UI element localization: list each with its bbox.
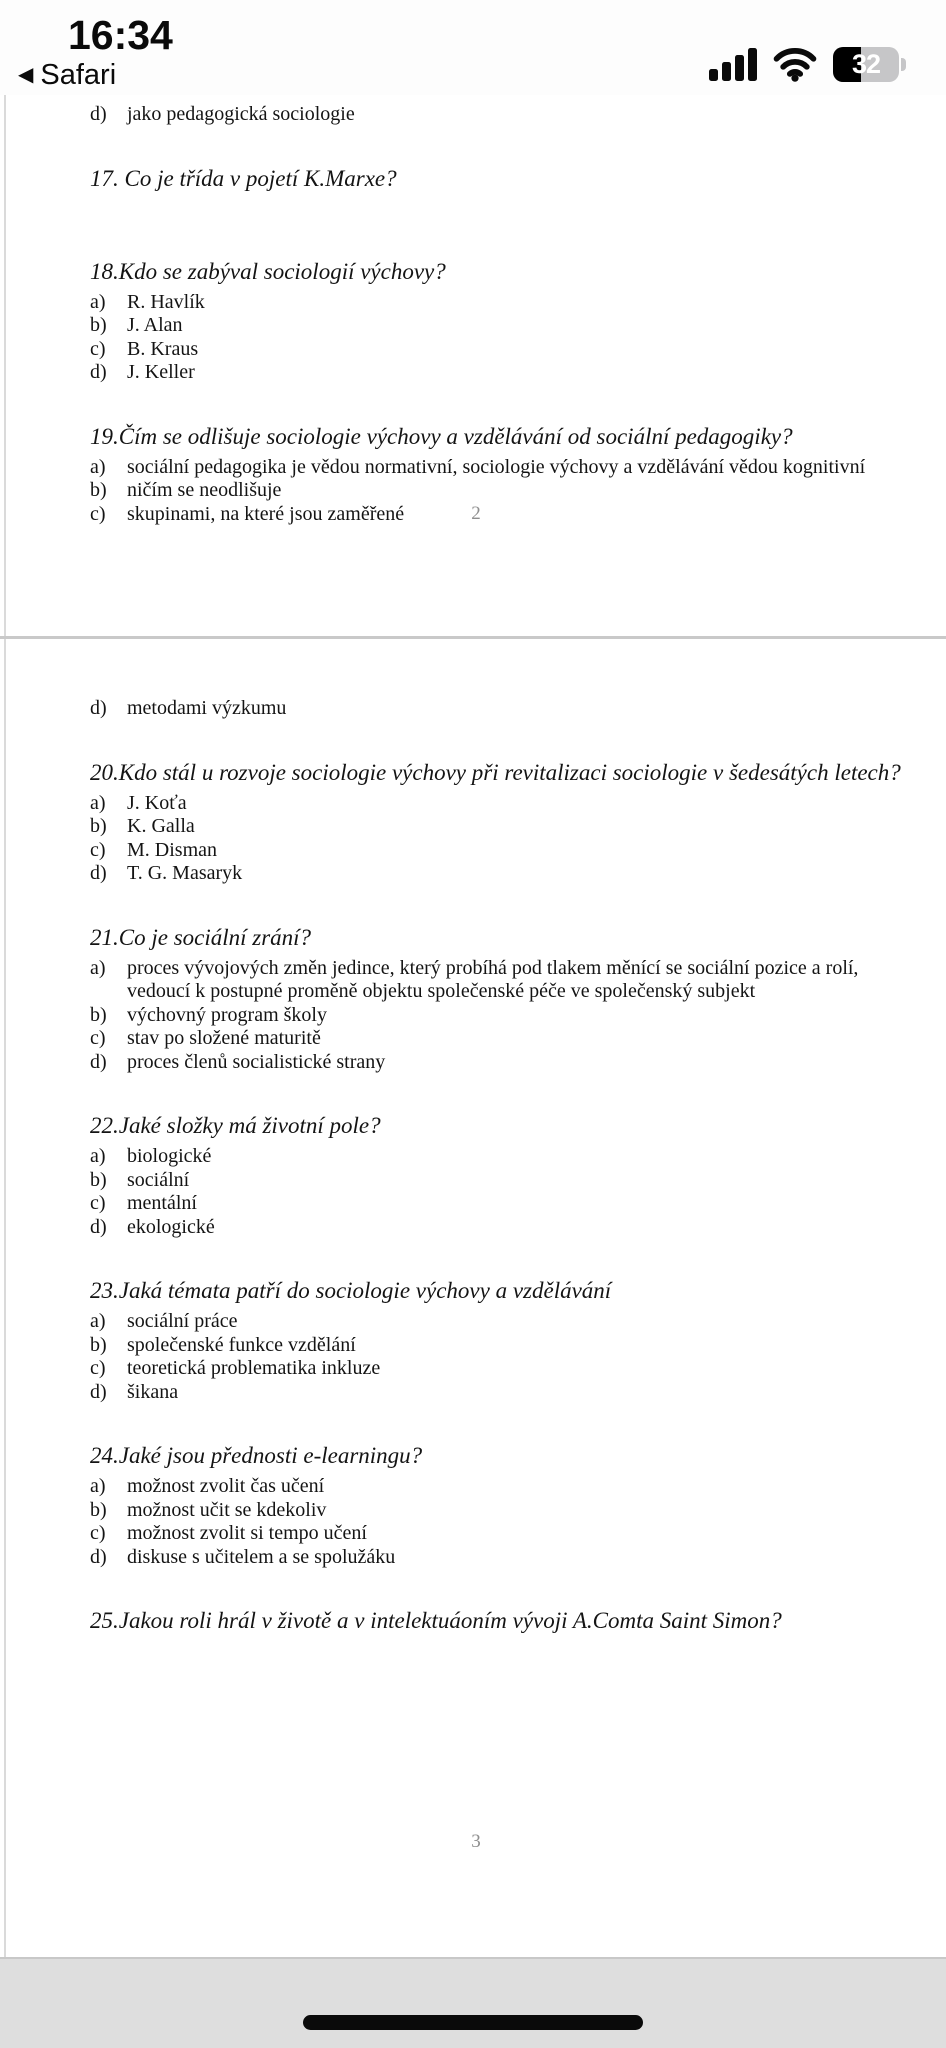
option-letter: b)	[90, 1168, 107, 1191]
option-letter: a)	[90, 791, 106, 814]
option-text: proces vývojových změn jedince, který probíhá pod tlakem měnící se sociální pozice a rolí, vedoucí k postupné proměně objektu společenské péče ve společenský subjekt	[127, 956, 859, 1002]
option-text: sociální	[127, 1168, 190, 1191]
option-row	[90, 1004, 908, 1028]
option-row	[90, 1310, 908, 1334]
option-row	[90, 314, 908, 338]
option-letter: a)	[90, 455, 106, 478]
status-time: 16:34	[68, 12, 173, 58]
option-letter: c)	[90, 1357, 106, 1379]
option-letter: c)	[90, 502, 106, 525]
option-text: možnost zvolit čas učení	[127, 1475, 325, 1497]
option-text: jako pedagogická sociologie	[127, 103, 355, 125]
option-letter: c)	[90, 1027, 106, 1049]
option-row	[90, 839, 908, 863]
question-text: 24.Jaké jsou přednosti e-learningu?	[90, 1443, 423, 1468]
option-letter: d)	[90, 1050, 107, 1073]
question-text: 20.Kdo stál u rozvoje sociologie výchovy při revitalizaci sociologie v šedesátých letech?	[90, 759, 901, 785]
back-triangle-icon: ◀	[18, 64, 34, 86]
option-letter: c)	[90, 1192, 106, 1214]
option-letter: a)	[90, 1475, 106, 1497]
status-bar	[0, 0, 946, 95]
battery-icon	[833, 47, 906, 82]
wifi-icon	[772, 46, 818, 82]
option-text: M. Disman	[127, 838, 217, 861]
option-text: B. Kraus	[127, 337, 199, 360]
option-letter: d)	[90, 1380, 107, 1403]
page-number: 3	[471, 1831, 481, 1852]
option-text: T. G. Masaryk	[127, 862, 243, 884]
option-text: možnost učit se kdekoliv	[127, 1498, 327, 1521]
option-text: mentální	[127, 1192, 197, 1214]
option-row	[90, 1546, 908, 1570]
option-row	[90, 1522, 908, 1546]
option-text: sociální práce	[127, 1310, 238, 1332]
option-row	[90, 1051, 908, 1075]
question-text: 25.Jakou roli hrál v životě a v intelektuáoním vývoji A.Comta Saint Simon?	[90, 1608, 782, 1633]
question-text: 19.Čím se odlišuje sociologie výchovy a vzdělávání od sociální pedagogiky?	[90, 423, 793, 449]
battery-nub	[901, 58, 906, 71]
option-letter: b)	[90, 815, 107, 837]
option-row	[90, 1145, 908, 1169]
option-text: výchovný program školy	[127, 1003, 327, 1026]
option-row	[90, 1334, 908, 1358]
option-text: J. Alan	[127, 314, 183, 336]
option-letter: b)	[90, 479, 107, 501]
question-text: 21.Co je sociální zrání?	[90, 924, 312, 950]
option-text: možnost zvolit si tempo učení	[127, 1522, 367, 1544]
document-page-3[interactable]	[4, 639, 946, 1957]
option-text: skupinami, na které jsou zaměřené	[127, 502, 405, 525]
option-row	[90, 1499, 908, 1523]
option-row	[90, 1027, 908, 1051]
option-text: stav po složené maturitě	[127, 1027, 321, 1049]
option-letter: b)	[90, 1333, 107, 1356]
option-row	[90, 815, 908, 839]
option-row	[90, 1192, 908, 1216]
question-text: 17. Co je třída v pojetí K.Marxe?	[90, 165, 397, 191]
option-row	[90, 361, 908, 385]
option-row	[90, 456, 908, 480]
option-text: sociální pedagogika je vědou normativní, sociologie výchovy a vzdělávání vědou kognitivní	[127, 455, 866, 478]
option-row	[90, 1169, 908, 1193]
option-text: teoretická problematika inkluze	[127, 1357, 381, 1379]
back-app-label: Safari	[40, 59, 117, 91]
option-row	[90, 1357, 908, 1381]
option-row	[90, 792, 908, 816]
document-page-2[interactable]	[4, 95, 946, 636]
option-letter: d)	[90, 1545, 107, 1568]
question-text: 23.Jaká témata patří do sociologie výchovy a vzdělávání	[90, 1278, 612, 1303]
option-letter: d)	[90, 862, 107, 884]
option-row	[90, 103, 908, 127]
option-text: společenské funkce vzdělání	[127, 1333, 356, 1356]
option-text: diskuse s učitelem a se spolužáku	[127, 1545, 396, 1568]
option-letter: d)	[90, 361, 107, 383]
page-number: 2	[471, 503, 481, 524]
option-text: J. Keller	[127, 361, 195, 383]
page-2-content	[6, 95, 946, 526]
option-letter: a)	[90, 290, 106, 313]
question-text: 18.Kdo se zabýval sociologií výchovy?	[90, 258, 446, 284]
option-letter: b)	[90, 1003, 107, 1026]
option-row	[90, 338, 908, 362]
status-icons	[709, 46, 906, 82]
option-row	[90, 1216, 908, 1240]
option-text: J. Koťa	[127, 791, 187, 814]
option-letter: c)	[90, 838, 106, 861]
option-text: šikana	[127, 1380, 179, 1403]
option-letter: d)	[90, 697, 107, 719]
option-text: biologické	[127, 1145, 212, 1167]
cellular-signal-icon	[709, 47, 757, 81]
bottom-bar	[0, 1957, 946, 2048]
battery-percent: 32	[851, 48, 881, 79]
option-row	[90, 862, 908, 886]
option-text: K. Galla	[127, 815, 195, 837]
option-letter: a)	[90, 1310, 106, 1332]
option-text: metodami výzkumu	[127, 697, 287, 719]
option-letter: a)	[90, 956, 106, 979]
option-text: R. Havlík	[127, 290, 205, 313]
option-letter: c)	[90, 337, 106, 360]
page-3-content	[6, 639, 946, 1636]
option-letter: b)	[90, 314, 107, 336]
option-row	[90, 1381, 908, 1405]
option-letter: b)	[90, 1498, 107, 1521]
back-to-safari-button[interactable]	[18, 59, 116, 92]
option-row	[90, 479, 908, 503]
option-letter: a)	[90, 1145, 106, 1167]
option-letter: d)	[90, 103, 107, 125]
option-letter: c)	[90, 1522, 106, 1544]
option-row	[90, 1475, 908, 1499]
option-text: ničím se neodlišuje	[127, 479, 282, 501]
home-indicator[interactable]	[303, 2015, 643, 2030]
option-row	[90, 957, 908, 1004]
option-row	[90, 697, 908, 721]
option-letter: d)	[90, 1215, 107, 1238]
option-row	[90, 291, 908, 315]
question-text: 22.Jaké složky má životní pole?	[90, 1113, 381, 1138]
option-text: ekologické	[127, 1215, 215, 1238]
option-text: proces členů socialistické strany	[127, 1050, 386, 1073]
